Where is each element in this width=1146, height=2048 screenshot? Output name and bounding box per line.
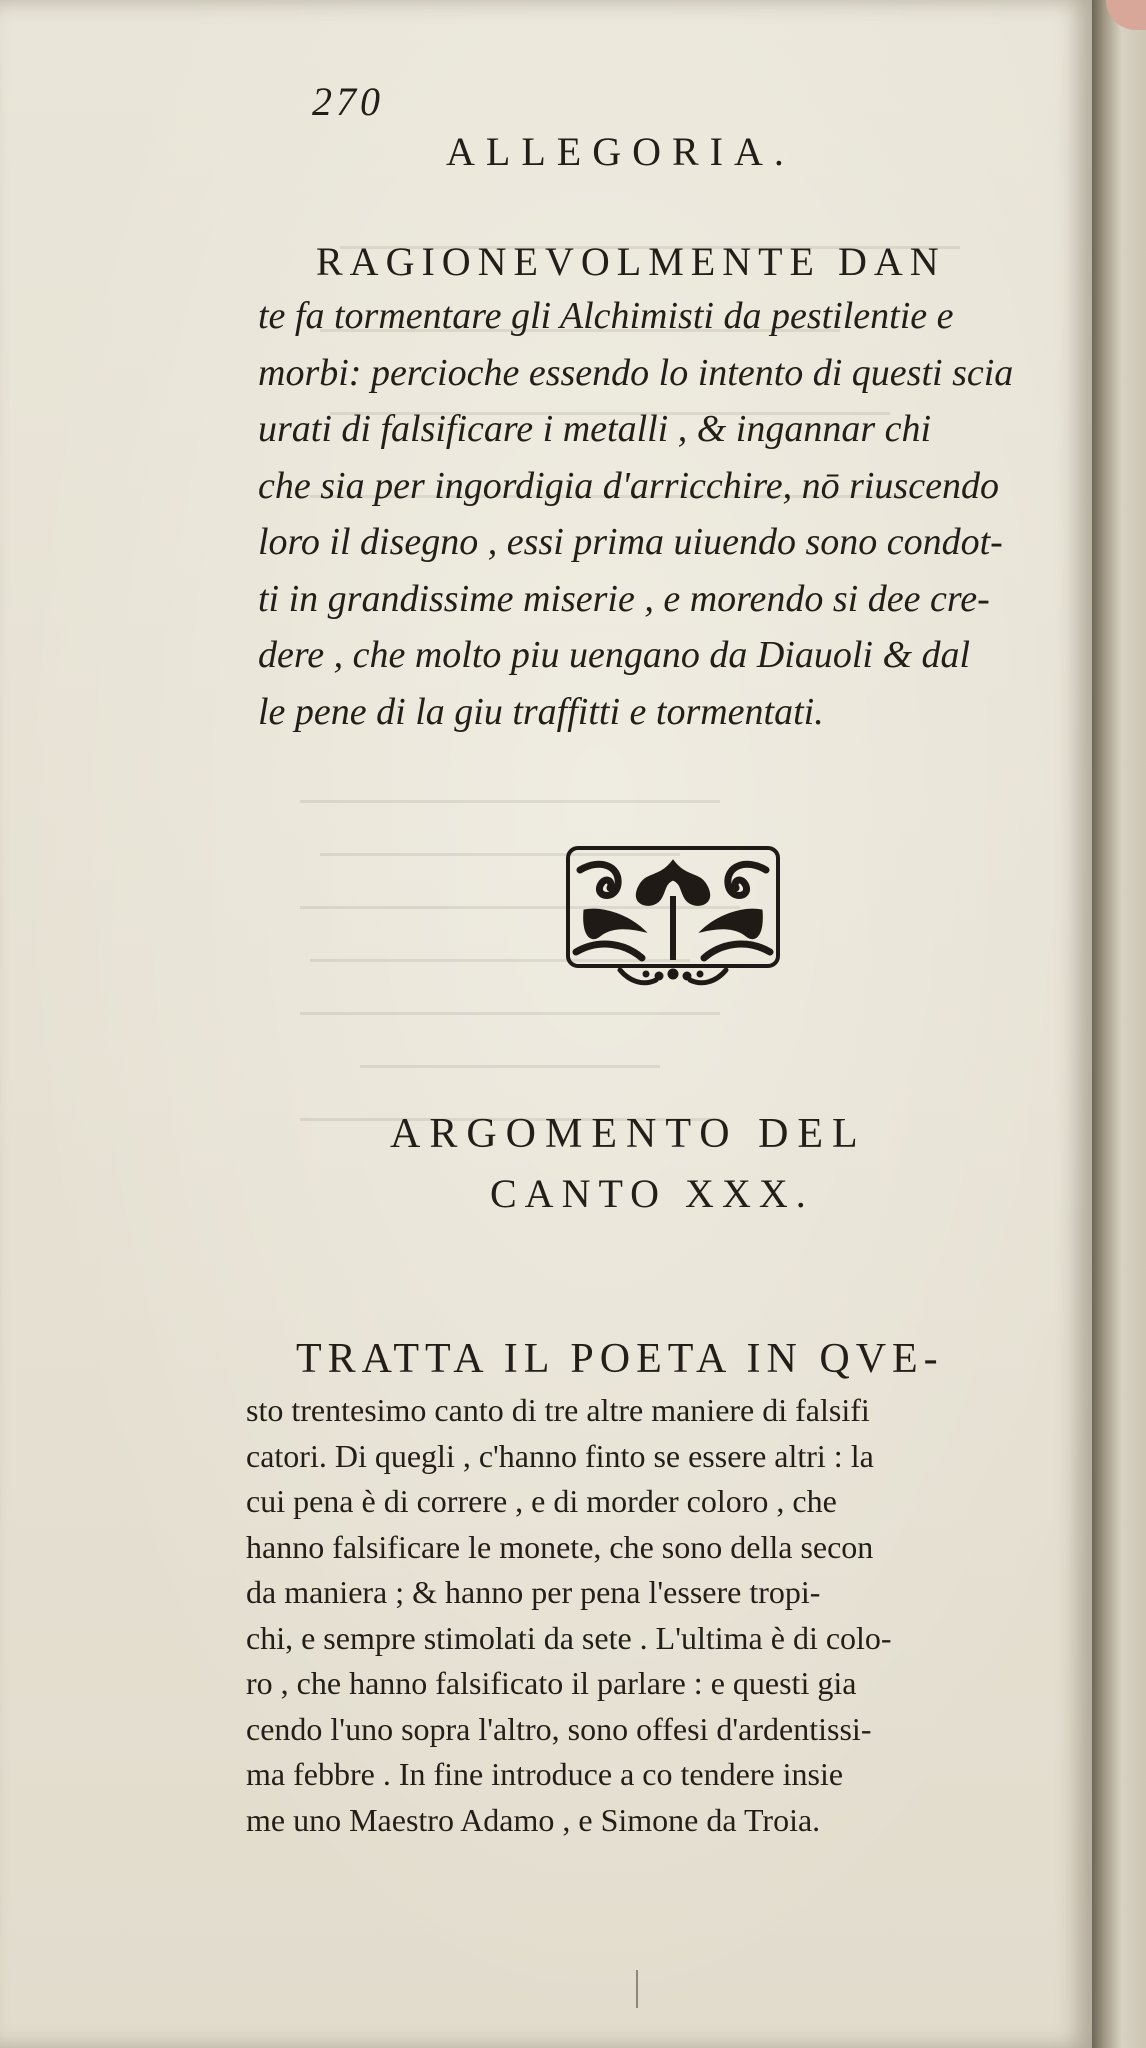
text-line: loro il disegno , essi prima uiuendo sono condot- [258, 521, 1003, 563]
bottom-mark [636, 1970, 638, 2008]
text-line: da maniera ; & hanno per pena l'essere tropi- [246, 1574, 821, 1610]
text-line: le pene di la giu traffitti e tormentati. [258, 690, 824, 733]
text-line: cui pena è di correre , e di morder coloro , che [246, 1483, 837, 1519]
text-line: urati di falsificare i metalli , & ingannar chi [258, 408, 932, 450]
argument-subtitle: CANTO XXX. [490, 1171, 814, 1216]
text-line: sto trentesimo canto di tre altre maniere di falsifi [246, 1392, 870, 1428]
text-line: cendo l'uno sopra l'altro, sono offesi d'ardentissi- [246, 1710, 872, 1747]
text-line: catori. Di quegli , c'hanno finto se essere altri : la [246, 1437, 874, 1474]
text-line: morbi: percioche essendo lo intento di questi scia [258, 351, 1014, 394]
text-line: ti in grandissime miserie , e morendo si dee cre- [258, 577, 990, 620]
text-line: ma febbre . In fine introduce a co tendere insie [246, 1756, 844, 1792]
argument-title: ARGOMENTO DEL [390, 1111, 867, 1157]
allegory-text [258, 288, 1078, 740]
allegory-lead-words: RAGIONEVOLMENTE DAN [316, 239, 946, 284]
text-line: chi, e sempre stimolati da sete . L'ultima è di colo- [246, 1619, 892, 1656]
text-line: te fa tormentare gli Alchimisti da pestilentie e [258, 295, 954, 337]
text-line: hanno falsificare le monete, che sono della secon [246, 1528, 874, 1565]
running-title: ALLEGORIA. [446, 129, 795, 174]
page-number: 270 [312, 79, 384, 124]
fleuron-ornament-icon [560, 840, 786, 990]
text-line: dere , che molto piu uengano da Diauoli & dal [258, 634, 971, 676]
text-line: ro , che hanno falsificato il parlare : e questi gia [246, 1665, 857, 1701]
argument-text [246, 1388, 1096, 1843]
book-gutter [1092, 0, 1146, 2048]
text-line: che sia per ingordigia d'arricchire, nō riuscendo [258, 464, 999, 507]
text-line: me uno Maestro Adamo , e Simone da Troia. [246, 1801, 821, 1838]
argument-lead-words: TRATTA IL POETA IN QVE- [296, 1336, 944, 1382]
